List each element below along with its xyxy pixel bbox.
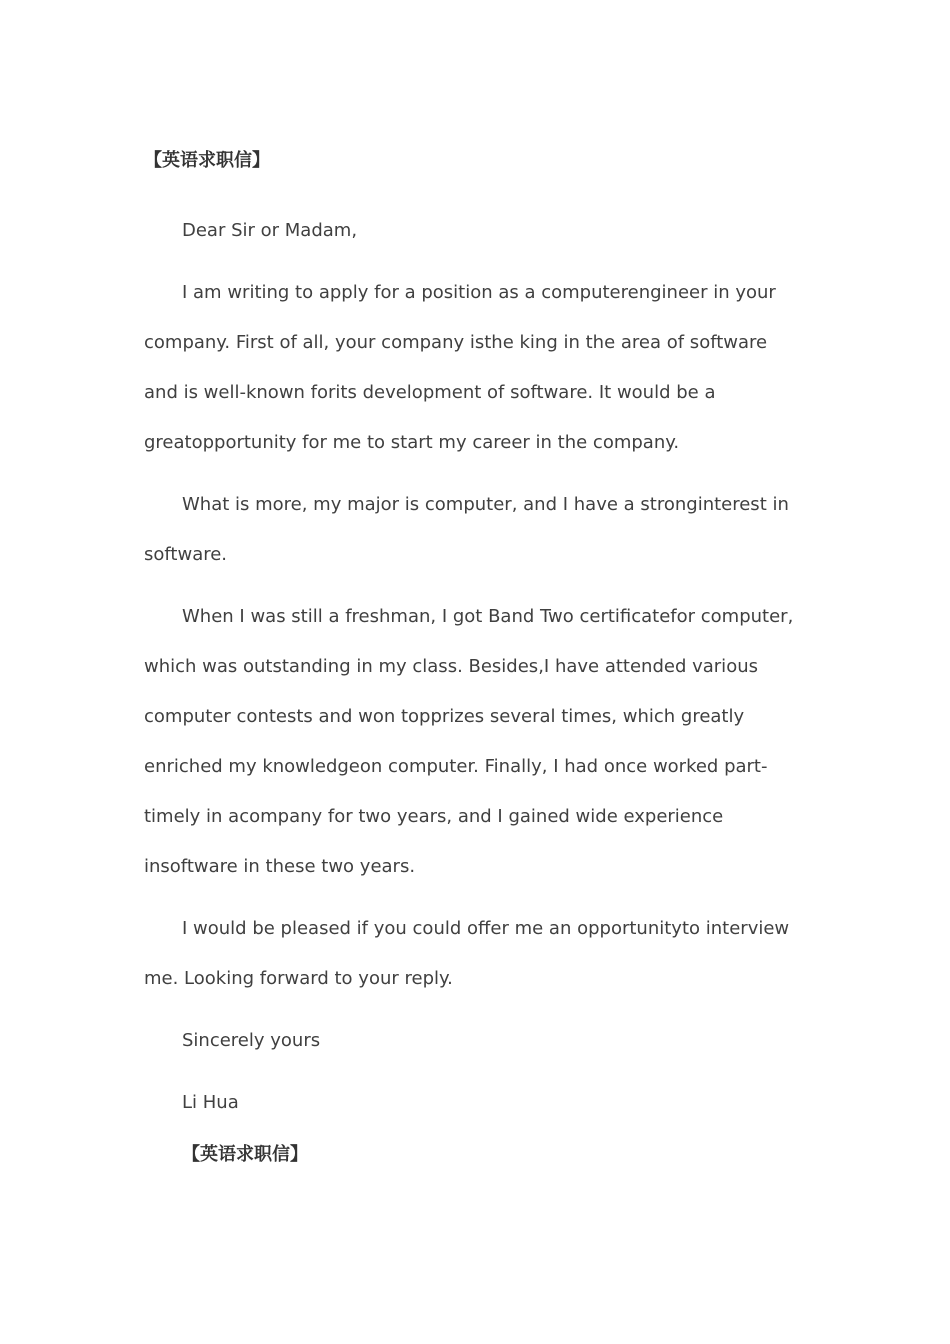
closing: Sincerely yours (182, 1030, 321, 1051)
signature: Li Hua (182, 1092, 239, 1113)
document-title: 【英语求职信】 (144, 150, 270, 171)
paragraph-experience: When I was still a freshman, I got Band Two certificatefor computer, which was outstanding in my class. Besides,I have attended various computer contests and won topprizes several times, which greatly enriched my knowledgeon computer. Finally, I had once worked part-timely in acompany for two years, and I gained wide experience insoftware in these two years. (144, 606, 794, 877)
paragraph-application: I am writing to apply for a position as a computerengineer in your company. First of all, your company isthe king in the area of software and is well-known forits development of software. It would be a greatopportunity for me to start my career in the company. (144, 282, 776, 453)
paragraph-interview-request: I would be pleased if you could offer me an opportunityto interview me. Looking forward to your reply. (144, 918, 790, 989)
greeting: Dear Sir or Madam, (182, 220, 358, 241)
document-title-bottom: 【英语求职信】 (182, 1144, 308, 1165)
document-page (144, 146, 800, 1200)
paragraph-major: What is more, my major is computer, and I have a stronginterest in software. (144, 494, 789, 565)
